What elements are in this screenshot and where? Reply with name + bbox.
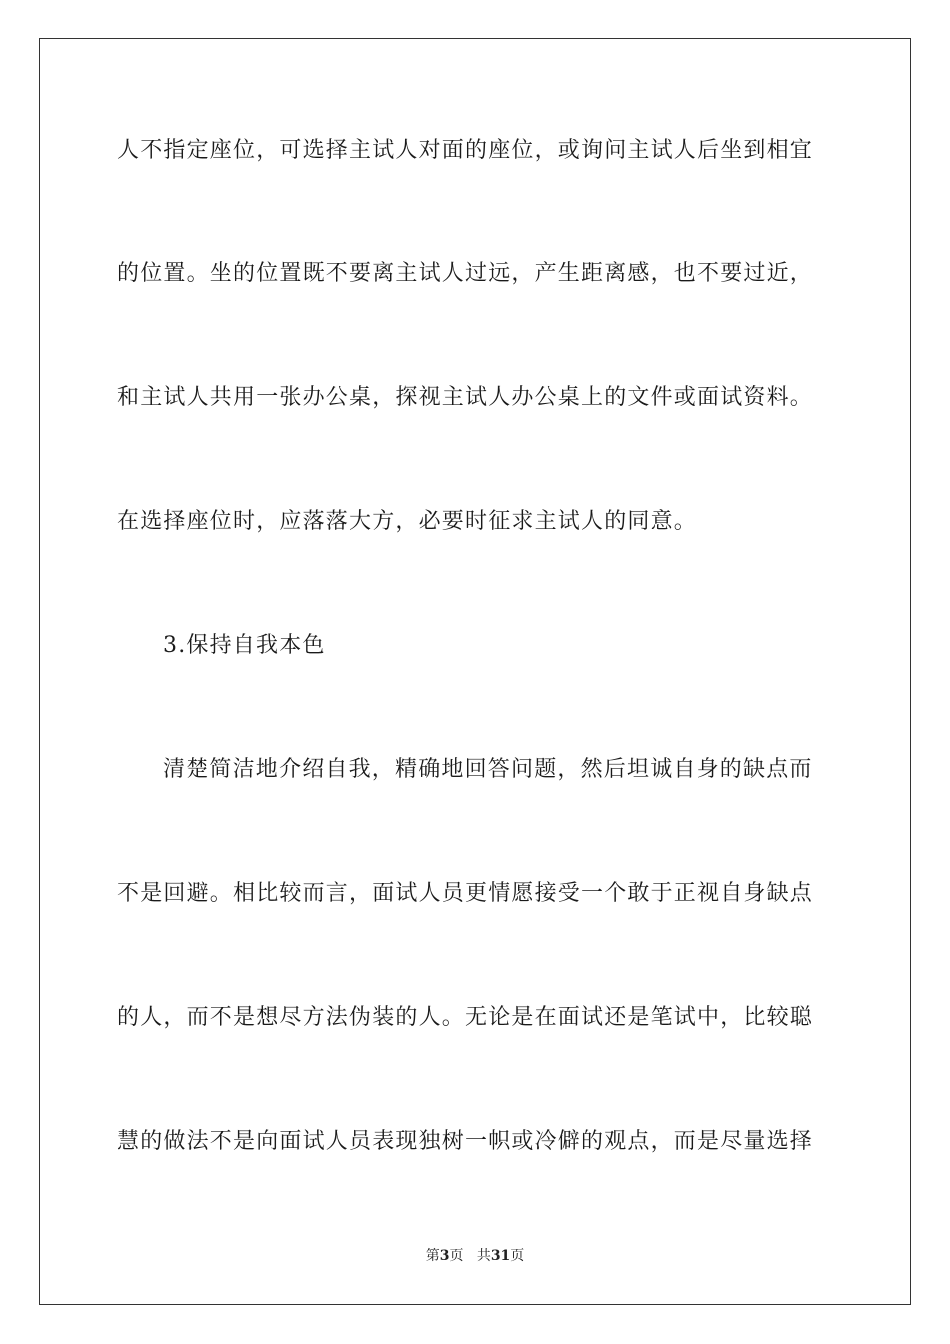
body-text-line: 的人，而不是想尽方法伪装的人。无论是在面试还是笔试中，比较聪 bbox=[117, 1005, 814, 1030]
section-heading: 3.保持自我本色 bbox=[163, 633, 326, 658]
total-pages-number: 31 bbox=[490, 1248, 511, 1264]
total-unit: 页 bbox=[510, 1248, 525, 1264]
body-text-line: 人不指定座位，可选择主试人对面的座位，或询问主试人后坐到相宜 bbox=[117, 138, 814, 163]
body-text-line: 慧的做法不是向面试人员表现独树一帜或冷僻的观点，而是尽量选择 bbox=[117, 1129, 814, 1154]
body-text-line: 不是回避。相比较而言，面试人员更情愿接受一个敢于正视自身缺点 bbox=[117, 881, 814, 906]
current-page-number: 3 bbox=[439, 1248, 450, 1264]
body-text-line: 和主试人共用一张办公桌，探视主试人办公桌上的文件或面试资料。 bbox=[117, 385, 814, 410]
page-frame bbox=[39, 38, 911, 1305]
page-footer bbox=[0, 1247, 950, 1265]
page-unit: 页 bbox=[449, 1248, 464, 1264]
body-text-line: 在选择座位时，应落落大方，必要时征求主试人的同意。 bbox=[117, 509, 698, 534]
body-text-line: 清楚简洁地介绍自我，精确地回答问题，然后坦诚自身的缺点而 bbox=[163, 757, 813, 782]
total-prefix: 共 bbox=[476, 1248, 491, 1264]
page-prefix: 第 bbox=[425, 1248, 440, 1264]
body-text-line: 的位置。坐的位置既不要离主试人过远，产生距离感，也不要过近， bbox=[117, 261, 814, 286]
